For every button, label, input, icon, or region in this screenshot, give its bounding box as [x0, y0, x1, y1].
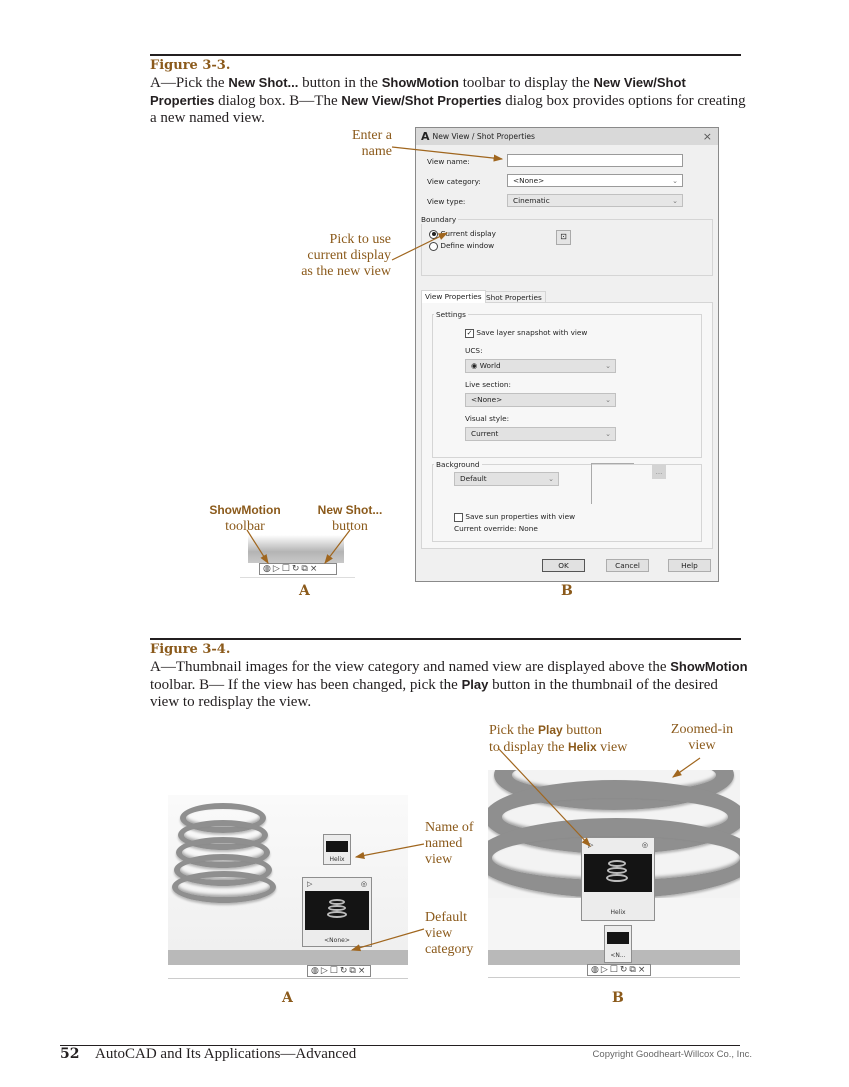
pin-icon[interactable]: ◍	[311, 966, 319, 976]
figure-rule-top	[150, 54, 741, 56]
named-view-thumbnail-small[interactable]: Helix	[323, 834, 351, 865]
ucs-label: UCS:	[465, 346, 483, 355]
background-preview	[591, 463, 634, 504]
gear-icon[interactable]: ◎	[360, 880, 367, 888]
close-icon[interactable]: ×	[637, 965, 646, 975]
figure-3-3-label-b: B	[561, 583, 573, 599]
live-section-label: Live section:	[465, 380, 511, 389]
figure-rule-top	[150, 638, 741, 640]
chevron-down-icon: ⌄	[672, 177, 678, 185]
figure-3-3-title: Figure 3-3.	[150, 58, 231, 73]
loop-icon[interactable]: ↻	[619, 965, 628, 975]
drawing-area-gradient	[248, 535, 344, 563]
background-select[interactable]: Default ⌄	[454, 472, 559, 486]
callout-new-shot-button: New Shot... button	[317, 503, 383, 534]
chevron-down-icon: ⌄	[605, 362, 611, 370]
stop-icon[interactable]: ☐	[281, 564, 290, 574]
radio-unselected-icon	[429, 242, 438, 251]
boundary-label: Boundary	[421, 215, 457, 224]
dialog-title: New View / Shot Properties	[432, 132, 535, 141]
view-name-input[interactable]	[507, 154, 683, 167]
loop-icon[interactable]: ↻	[339, 966, 348, 976]
new-view-shot-properties-dialog	[415, 127, 719, 582]
help-button[interactable]: Help	[668, 559, 711, 572]
close-icon[interactable]: ×	[702, 130, 712, 143]
background-label: Background	[436, 460, 480, 469]
view-type-select[interactable]: Cinematic ⌄	[507, 194, 683, 207]
visual-style-label: Visual style:	[465, 414, 510, 423]
scene-a-drawing-area	[168, 795, 408, 950]
checkbox-checked-icon: ✓	[466, 328, 473, 337]
visual-style-select[interactable]: Current ⌄	[465, 427, 616, 441]
callout-name-of-named-view: Name of named view	[425, 820, 474, 867]
pin-icon[interactable]: ◍	[263, 564, 271, 574]
new-shot-icon[interactable]: ⧉	[629, 965, 636, 975]
chevron-down-icon: ⌄	[605, 396, 611, 404]
radio-current-display[interactable]: Current display	[429, 229, 496, 239]
category-thumbnail[interactable]: ▷ ◎ <None>	[302, 877, 372, 947]
chevron-down-icon: ⌄	[605, 430, 611, 438]
view-category-label: View category:	[427, 177, 481, 186]
callout-showmotion-toolbar: ShowMotion toolbar	[209, 503, 281, 534]
callout-pick-play-button: Pick the Play button to display the Helix view	[489, 723, 628, 755]
figure-3-4-caption: A—Thumbnail images for the view category and named view are displayed above the ShowMotion toolbar. B— If the view has been changed, pick the Play button in the thumbnail of the desired view to redisplay the view.	[150, 659, 748, 710]
play-icon[interactable]: ▷	[588, 841, 594, 849]
live-section-select[interactable]: <None> ⌄	[465, 393, 616, 407]
save-sun-checkbox[interactable]: Save sun properties with view	[454, 512, 575, 522]
close-icon[interactable]: ×	[357, 966, 366, 976]
new-shot-icon[interactable]: ⧉	[301, 564, 308, 574]
figure-3-4-label-b: B	[612, 990, 624, 1006]
chevron-down-icon: ⌄	[672, 197, 678, 205]
thumbnail-image	[326, 841, 348, 852]
globe-icon: ◉	[471, 361, 478, 370]
figure-3-3-label-a: A	[299, 583, 310, 599]
play-icon[interactable]: ▷	[307, 880, 313, 888]
play-icon[interactable]: ▷	[320, 966, 328, 976]
pin-icon[interactable]: ◍	[591, 965, 599, 975]
callout-enter-name: Enter a name	[351, 128, 392, 159]
figure-3-4-title: Figure 3-4.	[150, 642, 231, 657]
category-thumbnail-small[interactable]: <N...	[604, 925, 632, 963]
book-title: AutoCAD and Its Applications—Advanced	[95, 1046, 357, 1062]
callout-default-view-category: Default view category	[425, 910, 474, 957]
helix-coil	[172, 871, 276, 903]
mini-helix	[327, 911, 347, 918]
view-category-select[interactable]: <None> ⌄	[507, 174, 683, 187]
define-window-button[interactable]	[556, 230, 571, 245]
thumbnail-image	[305, 891, 369, 930]
page-number: 52	[60, 1046, 80, 1062]
ucs-select[interactable]: ◉ World ⌄	[465, 359, 616, 373]
window-select-icon: ⊡	[560, 232, 567, 241]
showmotion-toolbar	[587, 964, 651, 976]
stop-icon[interactable]: ☐	[609, 965, 618, 975]
callout-zoomed-in-view: Zoomed-in view	[670, 722, 734, 753]
tab-view-properties[interactable]: View Properties	[421, 290, 486, 303]
cancel-button[interactable]: Cancel	[606, 559, 649, 572]
play-icon[interactable]: ▷	[600, 965, 608, 975]
settings-label: Settings	[436, 310, 466, 319]
figure-3-3-caption: A—Pick the New Shot... button in the ShowMotion toolbar to display the New View/Shot Properties dialog box. B—The New View/Shot Properties dialog box provides options for creating a new named view.	[150, 75, 746, 126]
radio-define-window[interactable]: Define window	[429, 241, 494, 251]
scene-b-baseline	[488, 977, 740, 978]
autocad-logo-icon: A	[421, 130, 430, 143]
ok-button[interactable]: OK	[542, 559, 585, 572]
named-view-thumbnail-large[interactable]: ▷ ◎ Helix	[581, 837, 655, 921]
copyright-notice: Copyright Goodheart-Willcox Co., Inc.	[592, 1049, 752, 1060]
mini-helix	[608, 860, 626, 867]
gear-icon[interactable]: ◎	[641, 841, 648, 849]
checkbox-unchecked-icon	[454, 513, 463, 522]
chevron-down-icon: ⌄	[548, 475, 554, 483]
mini-helix	[606, 874, 628, 882]
save-layer-checkbox[interactable]: ✓ Save layer snapshot with view	[466, 328, 588, 337]
stop-icon[interactable]: ☐	[329, 966, 338, 976]
tab-shot-properties[interactable]: Shot Properties	[482, 291, 546, 304]
radio-selected-icon	[429, 230, 438, 239]
view-type-label: View type:	[427, 197, 466, 206]
thumbnail-image	[584, 854, 652, 892]
new-shot-icon[interactable]: ⧉	[349, 966, 356, 976]
play-icon[interactable]: ▷	[272, 564, 280, 574]
background-browse-button[interactable]: ...	[652, 465, 666, 479]
loop-icon[interactable]: ↻	[291, 564, 300, 574]
showmotion-toolbar	[259, 563, 337, 575]
mini-helix	[607, 867, 627, 874]
close-icon[interactable]: ×	[309, 564, 318, 574]
callout-pick-current-display: Pick to use current display as the new view	[301, 232, 391, 279]
showmotion-toolbar	[307, 965, 371, 977]
scene-a-baseline	[168, 978, 408, 979]
drawing-area-baseline	[240, 577, 355, 578]
figure-3-4-label-a: A	[282, 990, 293, 1006]
view-name-label: View name:	[427, 157, 470, 166]
scene-a-status-strip	[168, 950, 408, 965]
thumbnail-image	[607, 932, 629, 944]
current-override-text: Current override: None	[454, 524, 538, 533]
view-properties-panel	[421, 302, 713, 549]
dialog-titlebar	[416, 128, 718, 145]
